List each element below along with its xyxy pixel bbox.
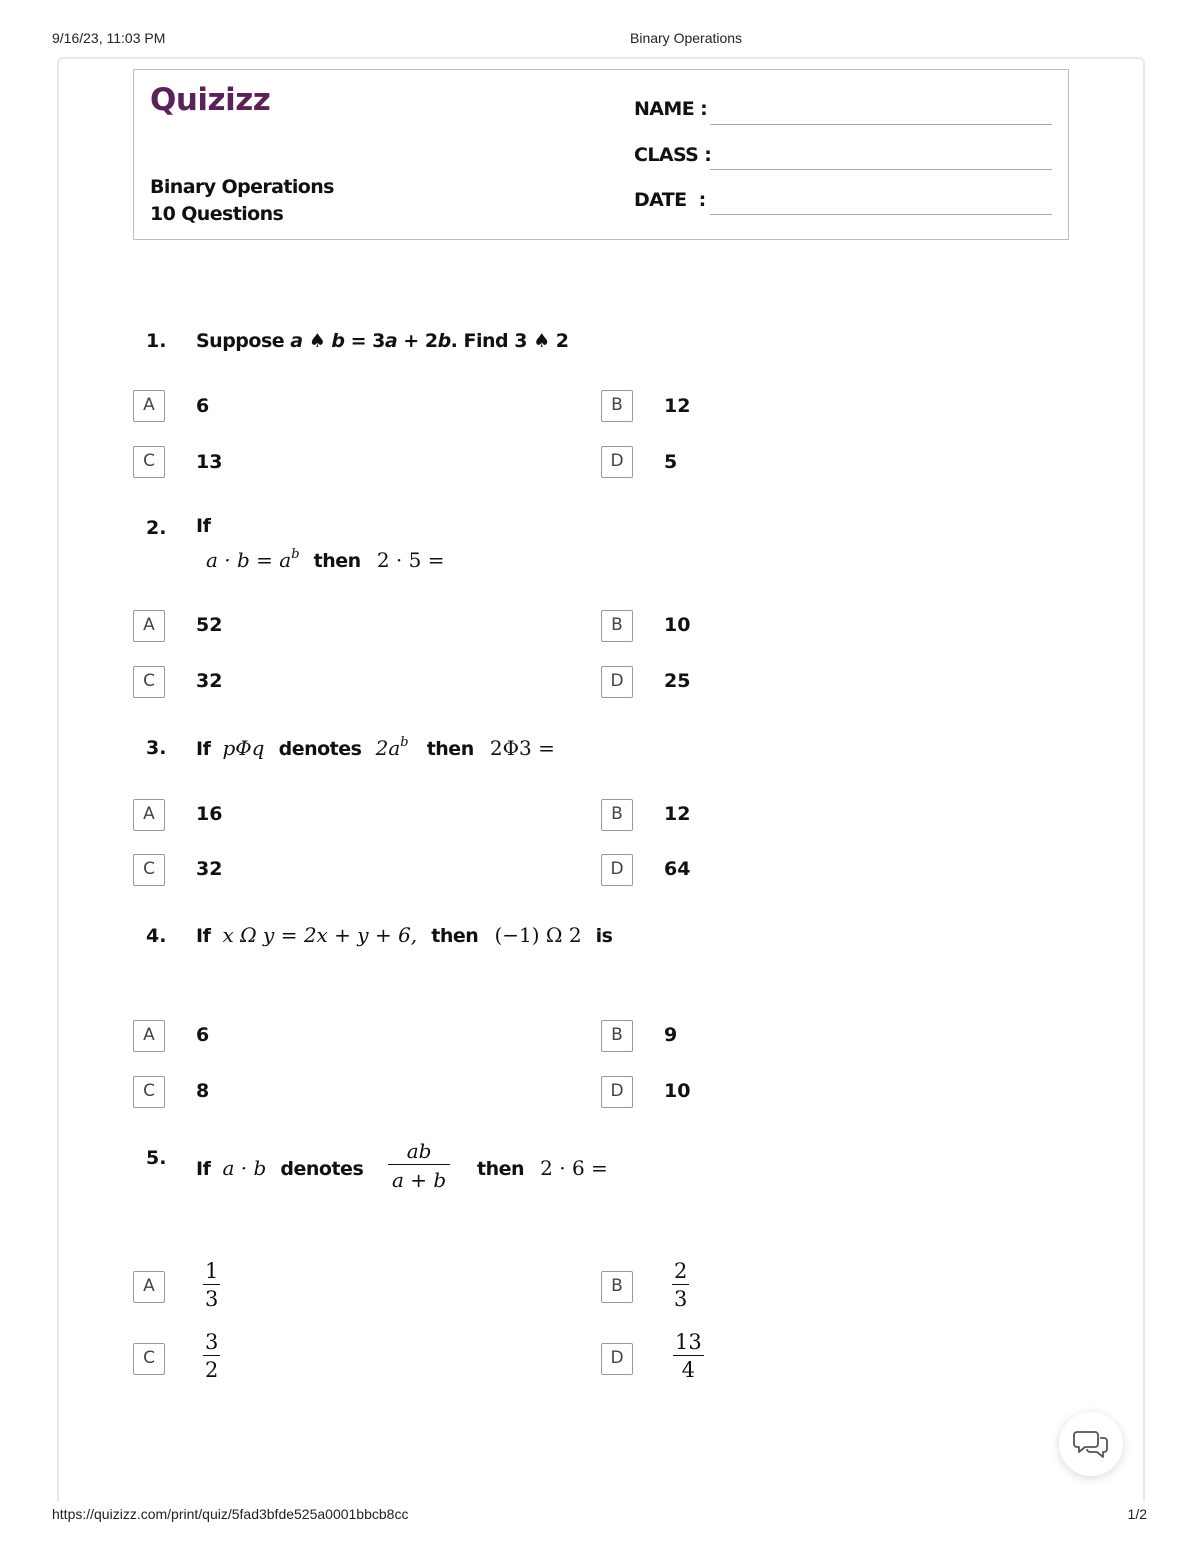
math-variable: a [384,330,398,352]
question-text [196,330,568,352]
question-number: 4. [146,925,167,947]
option-d-box[interactable]: D [601,1343,633,1375]
option-a-value: 52 [196,614,223,636]
option-d-value: 10 [664,1080,691,1102]
option-a-box[interactable]: A [133,799,165,831]
date-label: DATE : [634,189,706,211]
math-fraction [388,1138,450,1195]
quiz-title: Binary Operations [150,176,334,198]
question-number: 3. [146,737,167,759]
option-a-box[interactable]: A [133,1271,165,1303]
fraction-denominator: 2 [203,1355,220,1384]
fraction-numerator: ab [406,1139,432,1163]
option-a-value: 6 [196,395,210,417]
option-c-box[interactable]: C [133,854,165,886]
option-d-box[interactable]: D [601,854,633,886]
question-text-segment: denotes [280,1158,364,1180]
fraction-numerator: 1 [205,1259,219,1283]
name-field[interactable] [710,124,1052,125]
fraction-denominator: 3 [672,1284,689,1313]
option-c-box[interactable]: C [133,1343,165,1375]
question-text-segment: then [431,925,479,947]
date-field[interactable] [710,214,1052,215]
question-text-segment: If [196,925,211,947]
fraction-denominator: 4 [673,1355,704,1384]
option-b-box[interactable]: B [601,610,633,642]
option-c-value: 32 [196,670,223,692]
question-number: 2. [146,517,167,539]
option-c-value: 8 [196,1080,210,1102]
option-b-value: 9 [664,1024,678,1046]
option-c-box[interactable]: C [133,666,165,698]
option-a-value: 6 [196,1024,210,1046]
math-expression: x Ω y = 2x + y + 6, [222,923,418,947]
option-b-fraction [672,1258,689,1313]
option-c-box[interactable]: C [133,1076,165,1108]
math-expression: pΦq [222,736,265,760]
spade-operator: ♠ [302,330,332,352]
print-title: Binary Operations [630,30,743,46]
quizizz-logo: Quizizz [150,82,271,118]
class-label: CLASS : [634,144,712,166]
math-expression: a · b = a [206,548,292,572]
option-b-box[interactable]: B [601,1271,633,1303]
quiz-header [133,69,1069,240]
option-d-box[interactable]: D [601,446,633,478]
question-text-segment: = 3 [344,330,385,352]
question-number: 5. [146,1147,167,1169]
math-expression: (−1) Ω 2 [494,923,582,947]
question-text-segment: . Find 3 ♠ 2 [450,330,569,352]
option-a-value: 16 [196,803,223,825]
option-a-fraction [203,1258,220,1313]
page-indicator: 1/2 [1127,1506,1147,1522]
fraction-denominator: 3 [203,1284,220,1313]
option-d-box[interactable]: D [601,1076,633,1108]
chat-button[interactable] [1059,1412,1123,1476]
question-text-segment: then [426,738,474,760]
option-c-value: 32 [196,858,223,880]
question-text-segment: denotes [278,738,362,760]
question-text-segment: + 2 [397,330,438,352]
question-number: 1. [146,330,167,352]
question-text-segment: is [595,925,613,947]
option-d-value: 25 [664,670,691,692]
math-superscript: b [400,735,409,750]
print-header [0,30,1200,50]
chat-bubbles-icon [1073,1428,1111,1460]
question-text-if: If [196,515,211,537]
option-c-box[interactable]: C [133,446,165,478]
class-field[interactable] [710,169,1052,170]
fraction-denominator: a + b [388,1164,450,1195]
option-c-value: 13 [196,451,223,473]
fraction-numerator: 13 [675,1330,702,1354]
math-expression: 2 · 5 = [376,548,445,572]
option-b-value: 12 [664,803,691,825]
option-b-value: 10 [664,614,691,636]
question-text-part2 [477,1156,608,1180]
option-a-box[interactable]: A [133,1020,165,1052]
fraction-numerator: 3 [205,1330,219,1354]
option-a-box[interactable]: A [133,610,165,642]
question-text [206,547,444,572]
question-text-segment: then [477,1158,525,1180]
option-b-value: 12 [664,395,691,417]
math-superscript: b [291,547,300,562]
math-variable: a [290,330,303,352]
math-expression: 2Φ3 = [489,736,555,760]
print-datetime: 9/16/23, 11:03 PM [52,30,166,46]
question-text-segment: Suppose [196,330,291,352]
option-d-value: 5 [664,451,678,473]
option-b-box[interactable]: B [601,1020,633,1052]
question-text-segment: If [196,1158,211,1180]
question-text-part1 [196,1156,363,1180]
math-expression: 2 · 6 = [540,1156,608,1180]
option-c-fraction [203,1329,220,1384]
fraction-numerator: 2 [674,1259,688,1283]
math-variable: b [331,330,345,352]
question-text [196,923,613,947]
name-label: NAME : [634,98,708,120]
option-a-box[interactable]: A [133,390,165,422]
question-text [196,735,555,760]
math-variable: b [437,330,451,352]
math-expression: a · b [222,1156,267,1180]
print-url: https://quizizz.com/print/quiz/5fad3bfde525a0001bbcb8cc [52,1506,409,1522]
question-text-segment: then [313,550,361,572]
option-b-box[interactable]: B [601,799,633,831]
option-d-value: 64 [664,858,691,880]
option-d-box[interactable]: D [601,666,633,698]
question-text-segment: If [196,738,211,760]
option-d-fraction [673,1329,704,1384]
math-expression: 2a [375,736,401,760]
question-count: 10 Questions [150,203,284,225]
print-footer [0,1506,1200,1526]
option-b-box[interactable]: B [601,390,633,422]
